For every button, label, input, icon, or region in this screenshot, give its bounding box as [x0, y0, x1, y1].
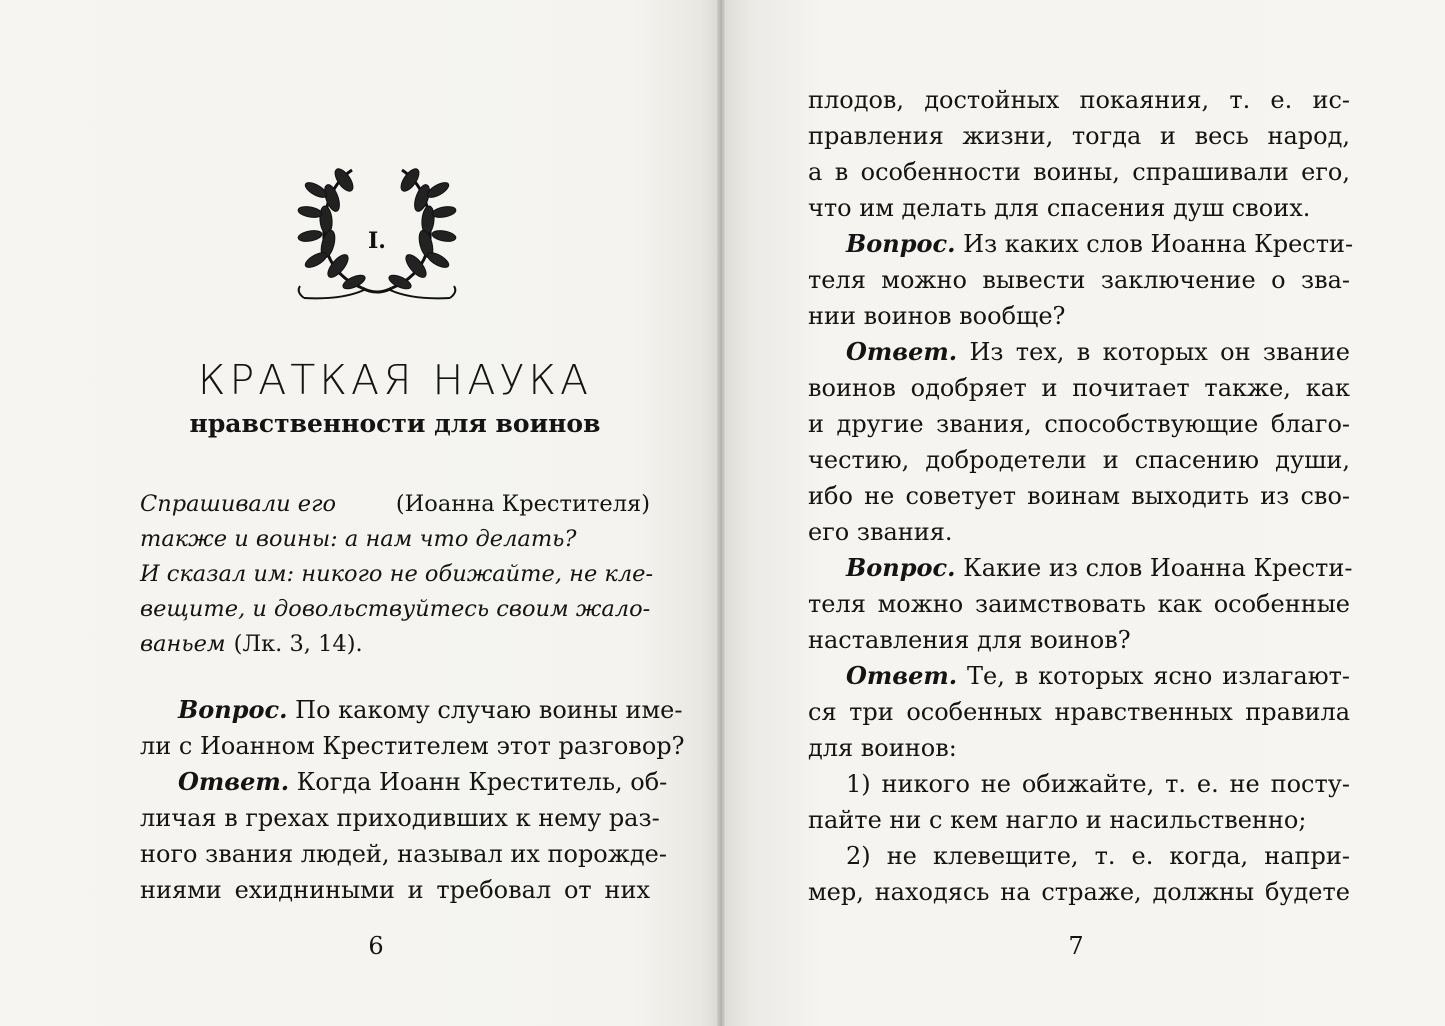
epigraph-text: И сказал им: никого не обижайте, не кле- — [140, 561, 654, 587]
text-line: нии воинов вообще? — [808, 302, 1066, 330]
text-line: мер, находясь на страже, должны будете — [808, 878, 1350, 906]
rule-item: 1) никого не обижайте, т. е. не посту- — [846, 770, 1350, 798]
laurel-wreath-icon — [282, 150, 472, 310]
text-line: что им делать для спасения душ своих. — [808, 194, 1311, 222]
right-body-text — [808, 82, 1354, 910]
text-line: Те, в которых ясно излагают- — [967, 662, 1351, 690]
chapter-title: КРАТКАЯ НАУКА — [197, 356, 593, 404]
text-line: Какие из слов Иоанна Крести- — [963, 554, 1353, 582]
text-line: честию, добродетели и спасению души, — [808, 446, 1350, 474]
text-line: наставления для воинов? — [808, 626, 1131, 654]
text-line: ибо не советует воинам выходить из сво- — [808, 482, 1350, 510]
epigraph-text: (Иоанна Крестителя) — [395, 491, 650, 517]
page-number: 7 — [1068, 932, 1084, 960]
rule-item: 2) не клевещите, т. е. когда, напри- — [846, 842, 1350, 870]
text-line: правления жизни, тогда и весь народ, — [808, 122, 1350, 150]
epigraph-text: также и воины: а нам что делать? — [140, 526, 577, 552]
chapter-numeral: I. — [368, 228, 386, 254]
text-line: а в особенности воины, спрашивали его, — [808, 158, 1350, 186]
text-line: ниями ехидниными и требовал от них — [140, 876, 650, 904]
left-body-text — [140, 692, 685, 908]
text-line: По какому случаю воины име- — [295, 696, 683, 724]
epigraph-reference: (Лк. 3, 14). — [233, 631, 363, 657]
text-line: Из каких слов Иоанна Крести- — [963, 230, 1354, 258]
answer-label: Ответ. — [846, 661, 958, 690]
text-line: теля можно вывести заключение о зва- — [808, 266, 1350, 294]
text-line: Из тех, в которых он звание — [969, 338, 1350, 366]
epigraph-text: ваньем — [140, 631, 226, 657]
question-label: Вопрос. — [846, 553, 956, 582]
text-line: ли с Иоанном Крестителем этот разговор? — [140, 732, 685, 760]
text-line: пайте ни с кем нагло и насильственно; — [808, 806, 1307, 834]
text-line: ного звания людей, называл их порожде- — [140, 840, 667, 868]
answer-label: Ответ. — [846, 337, 958, 366]
question-label: Вопрос. — [178, 695, 288, 724]
chapter-subtitle: нравственности для воинов — [189, 409, 601, 438]
text-line: для воинов: — [808, 734, 957, 762]
text-line: плодов, достойных покаяния, т. е. ис- — [808, 86, 1350, 114]
epigraph — [140, 487, 654, 662]
book-gutter — [717, 0, 725, 1026]
epigraph-text: Спрашивали его — [140, 491, 337, 517]
text-line: его звания. — [808, 518, 953, 546]
page-number: 6 — [368, 932, 384, 960]
text-line: воинов одобряет и почитает также, как — [808, 374, 1350, 402]
text-line: ся три особенных нравственных правила — [808, 698, 1350, 726]
text-line: Когда Иоанн Креститель, об- — [296, 768, 668, 796]
text-line: личая в грехах приходивших к нему раз- — [140, 804, 660, 832]
epigraph-text: вещите, и довольствуйтесь своим жало- — [140, 596, 651, 622]
text-line: и другие звания, способствующие благо- — [808, 410, 1350, 438]
question-label: Вопрос. — [846, 229, 956, 258]
answer-label: Ответ. — [178, 767, 290, 796]
text-line: теля можно заимствовать как особенные — [808, 590, 1350, 618]
